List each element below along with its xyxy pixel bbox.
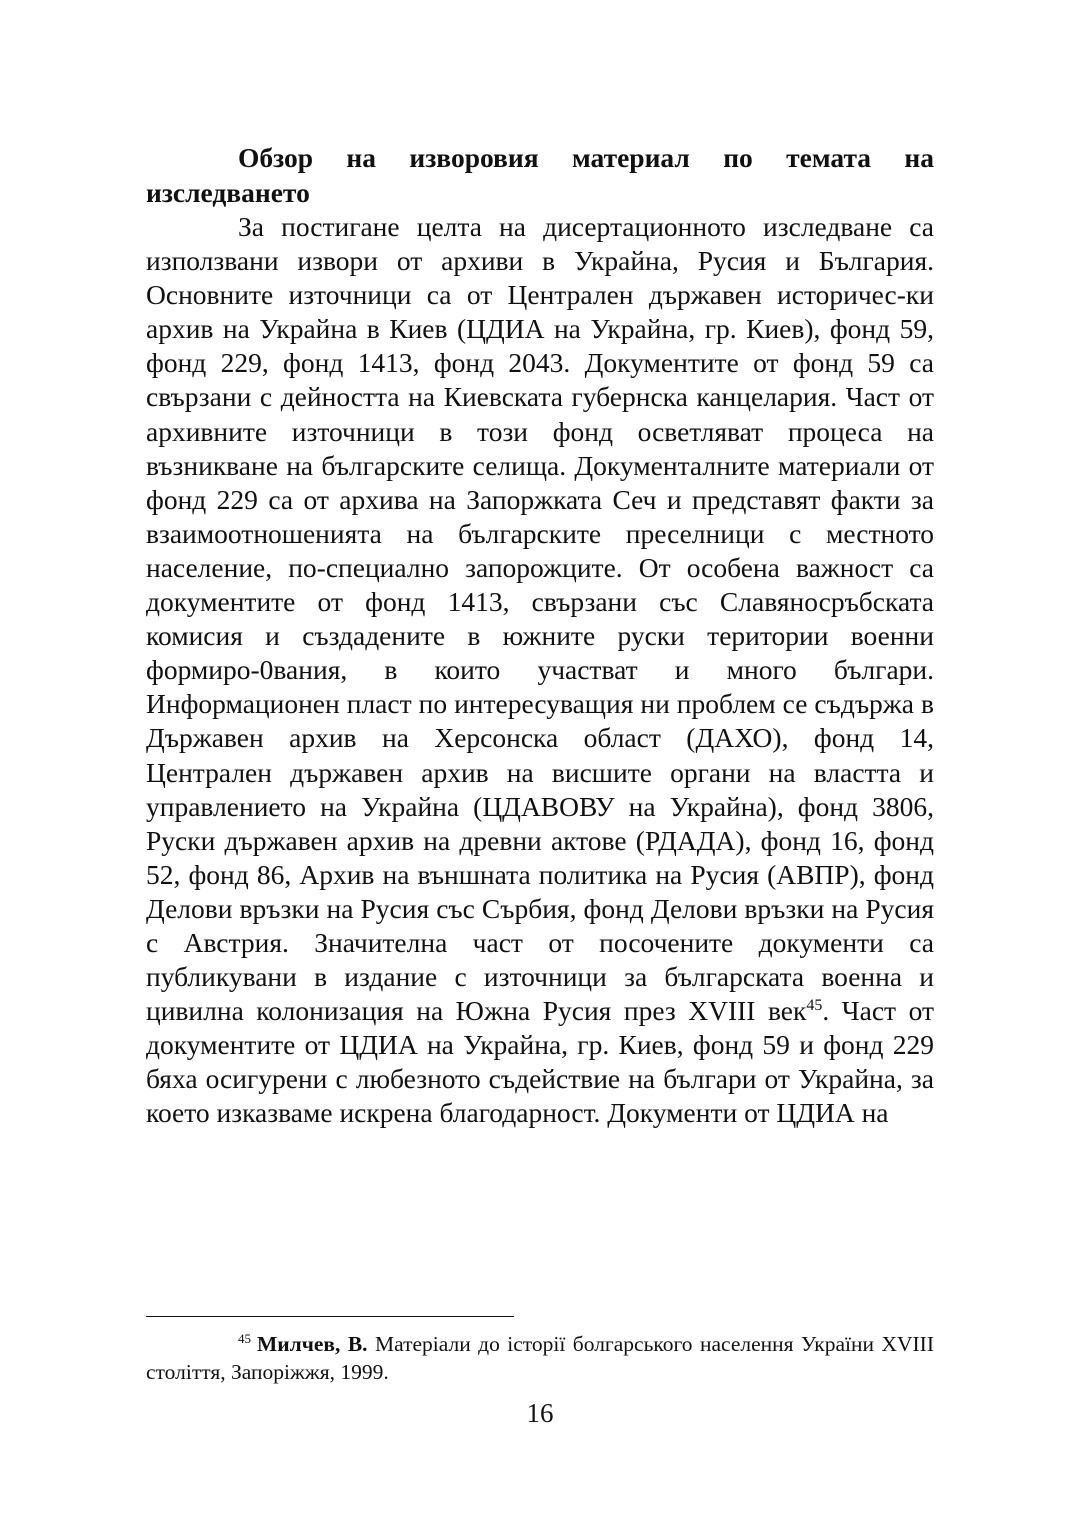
body-text-part-2: . Част от документите от ЦДИА на Украйна, гр. Киев, фонд 59 и фонд 229 бяха осигурени с любезното съдействие на българи от Украйна, за което изказваме искрена благодарност. Документи от ЦДИА на — [146, 995, 934, 1129]
footnote-author: Милчев, В. — [257, 1332, 368, 1356]
body-text-part-1: За постигане целта на дисертационното изследване са използвани извори от архиви в Украйна, Русия и България. Основните източници са от Централен държавен историчес-ки архив на Украйна в Киев (ЦДИА на Украйна, гр. Киев), фонд 59, фонд 229, фонд 1413, фонд 2043. Документите от фонд 59 са свързани с дейността на Киевската губернска канцелария. Част от архивните източници в този фонд осветляват процеса на възникване на българските селища. Документалните материали от фонд 229 са от архива на Запоржката Сеч и представят факти за взаимоотношенията на българските преселници с местното население, по-специално запорожците. От особена важност са документите от фонд 1413, свързани със Славяносръбската комисия и създадените в южните руски територии военни формиро-0вания, в които участват и много българи. Информационен пласт по интересуващия ни проблем се съдържа в Държавен архив на Херсонска област (ДАХО), фонд 14, Централен държавен архив на висшите органи на властта и управлението на Украйна (ЦДАВОВУ на Украйна), фонд 3806, Руски държавен архив на древни актове (РДАДА), фонд 16, фонд 52, фонд 86, Архив на външната политика на Русия (АВПР), фонд Делови връзки на Русия със Сърбия, фонд Делови връзки на Русия с Австрия. Значителна част от посочените документи са публикувани в издание с източници за българската военна и цивилна колонизация на Южна Русия през XVIII век — [146, 211, 934, 1027]
footnote-separator — [146, 1316, 514, 1317]
document-page — [146, 0, 934, 1532]
footnote-number: 45 — [238, 1330, 251, 1346]
section-heading: Обзор на изворовия материал по темата на изследването — [146, 142, 934, 208]
footnote — [146, 1330, 934, 1386]
page-number: 16 — [526, 1398, 554, 1428]
footnote-reference[interactable]: 45 — [806, 997, 823, 1014]
footnote-text: Матеріали до історії болгарського населення України XVIII століття, Запоріжжя, 1999. — [146, 1332, 934, 1384]
body-paragraph — [146, 210, 934, 1131]
